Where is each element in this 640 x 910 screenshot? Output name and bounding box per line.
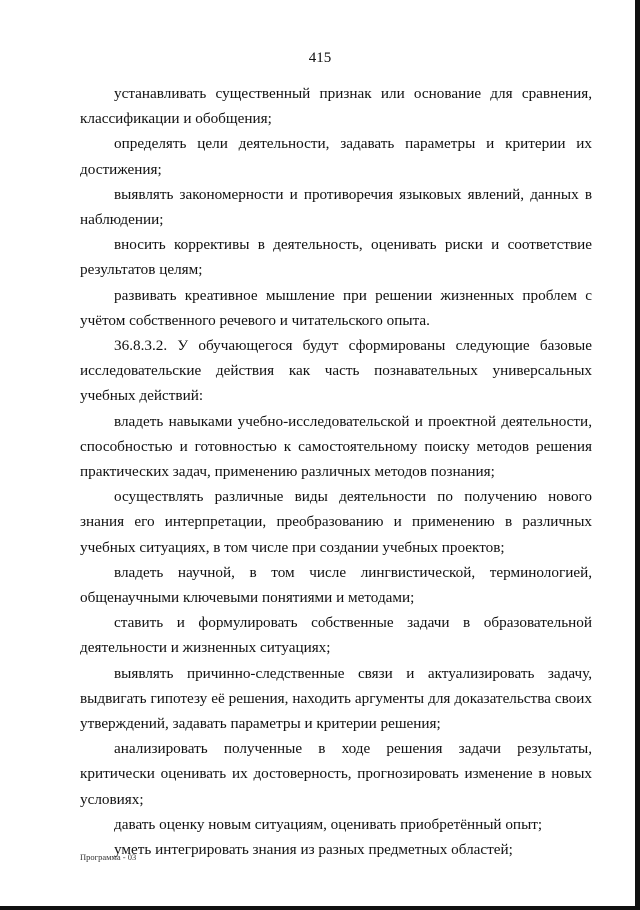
paragraph: осуществлять различные виды деятельности по получению нового знания его интерпретации, преобразованию и применению в различных учебных ситуациях, в том числе при создании учебных проектов;	[80, 488, 592, 556]
paragraph: определять цели деятельности, задавать параметры и критерии их достижения;	[80, 135, 592, 178]
paragraph: ставить и формулировать собственные задачи в образовательной деятельности и жизненных ситуациях;	[80, 614, 592, 657]
paragraph: владеть научной, в том числе лингвистической, терминологией, общенаучными ключевыми понятиями и методами;	[80, 563, 592, 607]
paragraph: владеть навыками учебно-исследовательской и проектной деятельности, способностью и готовностью к самостоятельному поиску методов решения практических задач, применению различных методов познания;	[80, 412, 592, 481]
paragraph: устанавливать существенный признак или основание для сравнения, классификации и обобщения;	[80, 85, 592, 128]
paragraph: выявлять закономерности и противоречия языковых явлений, данных в наблюдении;	[80, 185, 592, 229]
paragraph: уметь интегрировать знания из разных предметных областей;	[114, 841, 513, 859]
paragraph: давать оценку новым ситуациям, оценивать приобретённый опыт;	[114, 815, 543, 833]
page-footer: Программа - 03	[80, 852, 137, 862]
paragraph: анализировать полученные в ходе решения задачи результаты, критически оценивать их достоверность, прогнозировать изменение в новых условиях;	[80, 740, 592, 808]
page-number: 415	[308, 50, 332, 66]
paragraph: выявлять причинно-следственные связи и актуализировать задачу, выдвигать гипотезу её решения, находить аргументы для доказательства своих утверждений, задавать параметры и критерии решения;	[80, 664, 592, 733]
paragraph: вносить коррективы в деятельность, оценивать риски и соответствие результатов целям;	[80, 236, 592, 279]
paragraph: развивать креативное мышление при решении жизненных проблем с учётом собственного речевого и читательского опыта.	[80, 286, 592, 329]
body-text	[80, 81, 592, 862]
section-paragraph: 36.8.3.2. У обучающегося будут сформированы следующие базовые исследовательские действия как часть познавательных универсальных учебных действий:	[80, 337, 592, 405]
